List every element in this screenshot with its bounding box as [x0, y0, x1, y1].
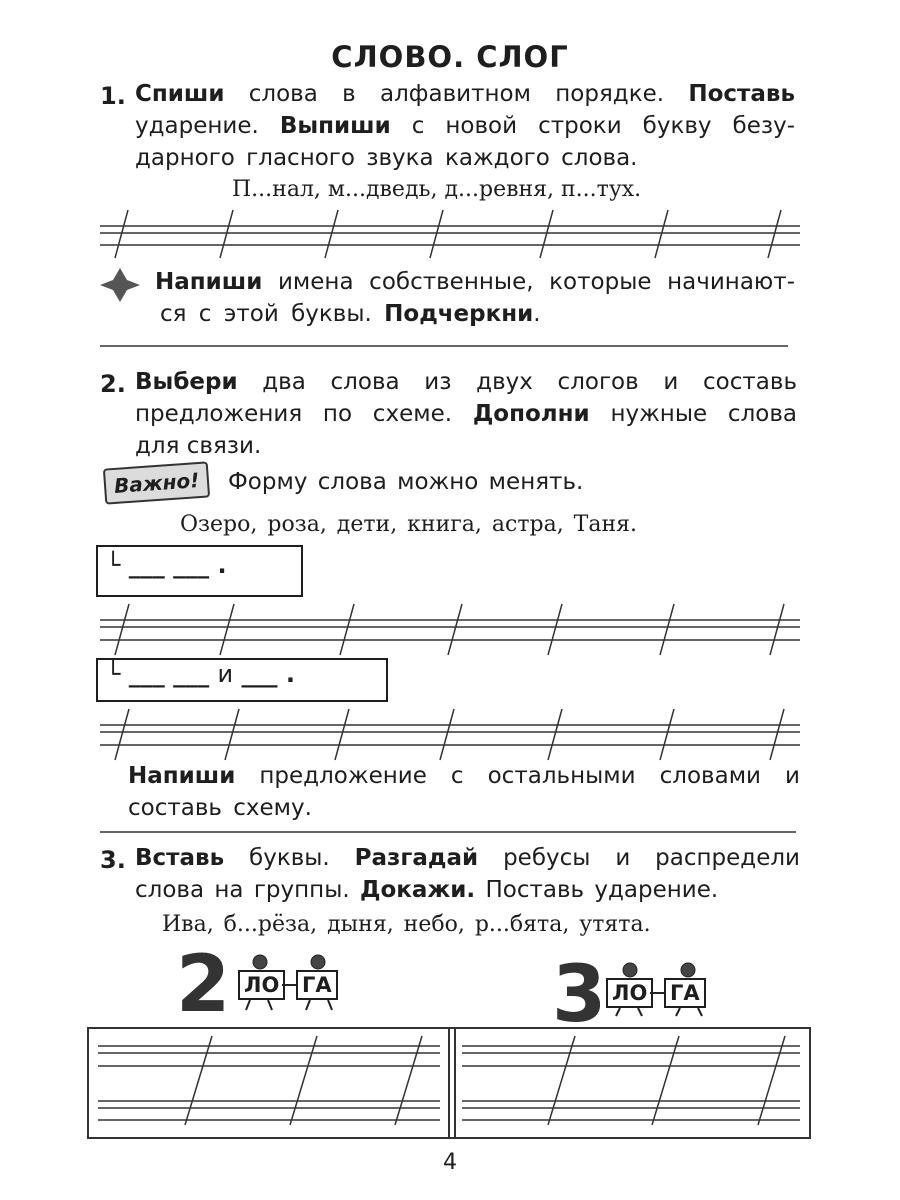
task2-line1 — [135, 366, 797, 398]
task3-line2-text-a: слова на группы. — [135, 877, 350, 903]
task3-line2-text-b: Поставь ударение. — [485, 877, 719, 903]
scheme-2 — [106, 660, 295, 688]
task1-line2 — [135, 110, 795, 142]
task1-extra-line1 — [155, 266, 795, 298]
task1-verb-write: Выпиши — [279, 113, 391, 139]
scheme-2-part-b: ___ . — [241, 660, 295, 688]
task2-line2-text-a: предложения по схеме. — [135, 401, 453, 427]
task1-extra-line2 — [160, 298, 541, 330]
task1-extra-verb: Напиши — [155, 269, 263, 295]
page-title: СЛОВО. СЛОГ — [331, 40, 569, 74]
task2-line2 — [135, 398, 797, 430]
task1-number: 1. — [100, 82, 126, 110]
task1-line2-text-b: с новой строки букву безу- — [411, 113, 795, 139]
task2-extra-verb: Напиши — [128, 763, 236, 789]
rebus2-digit: 3 — [552, 950, 607, 1040]
task1-line3: дарного гласного звука каждого слова. — [135, 145, 638, 171]
task3-verb-insert: Вставь — [135, 845, 225, 871]
important-text: Форму слова можно менять. — [228, 469, 584, 495]
task1-words: П...нал, м...дведь, д...ревня, п...тух. — [232, 177, 642, 202]
task2-words: Озеро, роза, дети, книга, астра, Таня. — [180, 512, 638, 537]
scheme-box-1 — [96, 545, 303, 597]
task2-line1-text: два слова из двух слогов и составь — [262, 369, 797, 395]
rebus2-card-ga: ГА — [664, 978, 706, 1008]
important-badge: Важно! — [103, 461, 211, 504]
rebus1-card-lo: ЛО — [238, 970, 285, 1000]
task1-line1-text: слова в алфавитном порядке. — [248, 81, 665, 107]
task1-verb-put: Поставь — [688, 81, 796, 107]
page-number: 4 — [443, 1150, 457, 1175]
task2-extra-line2: составь схему. — [128, 795, 312, 821]
task1-verb-copy: Спиши — [135, 81, 225, 107]
task3-number: 3. — [100, 846, 126, 874]
rebus2-card-lo: ЛО — [606, 978, 653, 1008]
task1-line2-text-a: ударение. — [135, 113, 259, 139]
task3-words: Ива, б...рёза, дыня, небо, р...бята, утята. — [162, 912, 651, 937]
rebus1-card-ga: ГА — [296, 970, 338, 1000]
task3-verb-solve: Разгадай — [354, 845, 479, 871]
scheme-2-and: и — [217, 660, 234, 688]
task1-extra-text1: имена собственные, которые начинают- — [277, 269, 795, 295]
task2-number: 2. — [100, 370, 126, 398]
task3-verb-prove: Докажи. — [359, 877, 476, 903]
task1-extra-underline: Подчеркни — [384, 301, 534, 327]
task2-extra-text1: предложение с остальными словами и — [259, 763, 800, 789]
scheme-box-2 — [96, 658, 388, 702]
task3-line2 — [135, 874, 718, 906]
task2-extra-line1 — [128, 760, 800, 792]
task2-verb-add: Дополни — [472, 401, 590, 427]
task3-line1-text-b: ребусы и распредели — [503, 845, 800, 871]
task2-line3: для связи. — [135, 433, 262, 459]
rebus1-digit: 2 — [176, 940, 231, 1030]
task1-extra-text2: ся с этой буквы. — [160, 301, 372, 327]
scheme-2-part-a: └ ___ ___ — [106, 660, 210, 688]
task1-line1 — [135, 78, 795, 110]
star-bullet-icon — [100, 268, 140, 302]
task3-line1 — [135, 842, 800, 874]
task3-line1-text-a: буквы. — [249, 845, 330, 871]
task1-extra-dot: . — [533, 301, 541, 327]
scheme-1: └ ___ ___ . — [106, 551, 227, 579]
task2-line2-text-b: нужные слова — [610, 401, 797, 427]
task2-verb-choose: Выбери — [135, 369, 238, 395]
